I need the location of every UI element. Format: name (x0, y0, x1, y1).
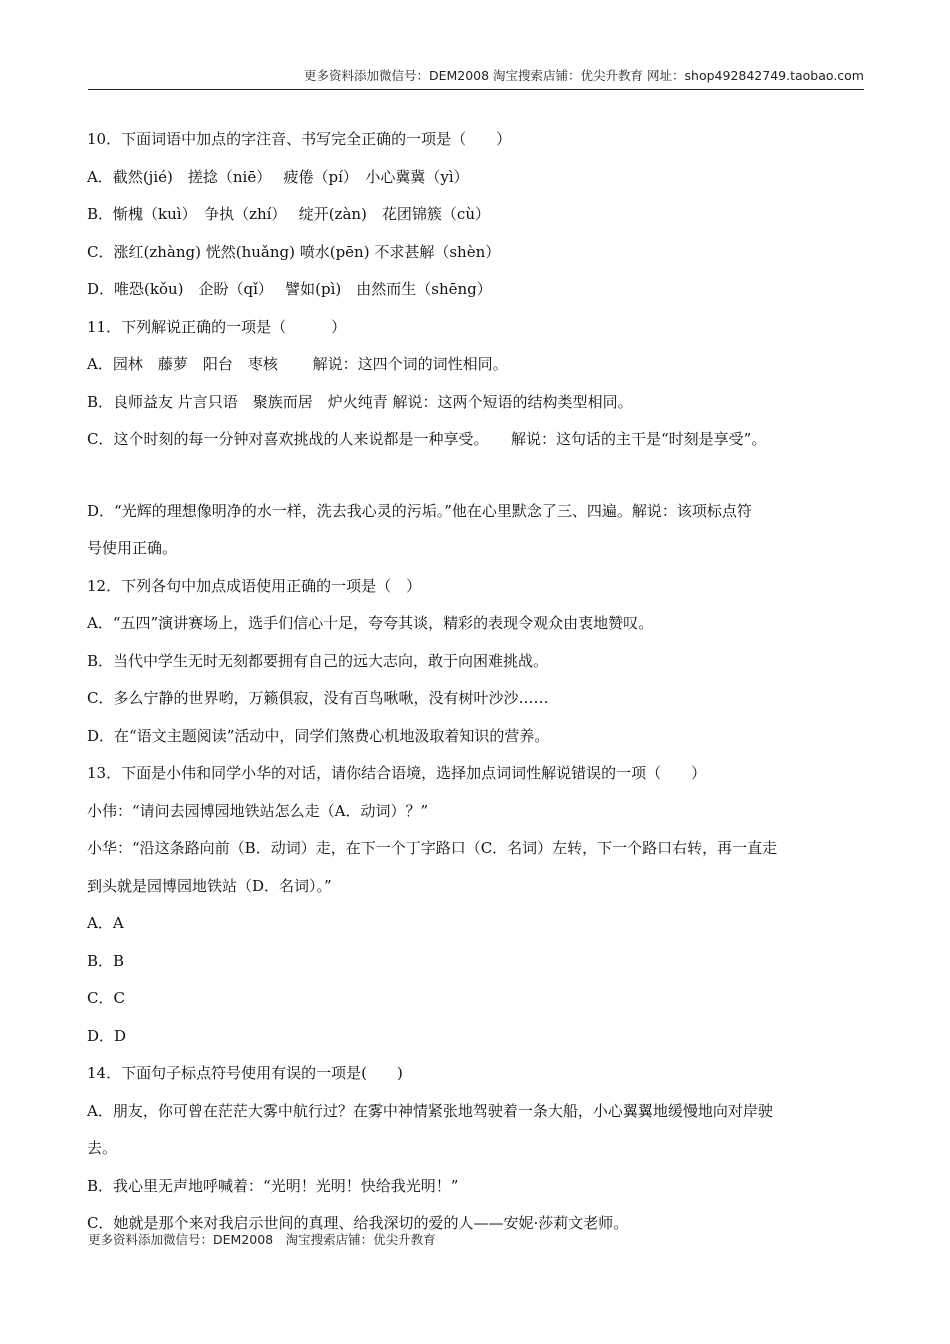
question-11: 11．下列解说正确的一项是（ ） (87, 317, 347, 336)
question-14: 14．下面句子标点符号使用有误的一项是( ) (87, 1064, 403, 1082)
question-11-option-a: A．园林 藤萝 阳台 枣核 解说：这四个词的词性相同。 (87, 355, 508, 373)
question-13-dialogue-1: 小伟：“请问去园博园地铁站怎么走（A．动词）？” (87, 801, 429, 820)
question-13-dialogue-3: 到头就是园博园地铁站（D．名词）。” (87, 876, 332, 895)
question-14-option-b: B．我心里无声地呼喊着：“光明！光明！快给我光明！” (87, 1176, 459, 1195)
page-header: 更多资料添加微信号：DEM2008 淘宝搜索店铺：优尖升教育 网址：shop492842749.taobao.com (88, 66, 864, 90)
question-11-option-b: B．良师益友 片言只语 聚族而居 炉火纯青 解说：这两个短语的结构类型相同。 (87, 392, 633, 411)
question-12-option-a: A．“五四”演讲赛场上，选手们信心十足，夸夸其谈，精彩的表现令观众由衷地赞叹。 (87, 614, 654, 632)
question-10-option-b: B．惭槐（kuì） 争执（zhí） 绽开(zàn) 花团锦簇（cù） (87, 205, 490, 223)
question-10-option-d: D．唯恐(kǒu) 企盼（qǐ） 譬如(pì) 由然而生（shēng） (87, 280, 492, 298)
question-10: 10．下面词语中加点的字注音、书写完全正确的一项是（ ） (87, 130, 512, 148)
question-11-option-d-line1: D．“光辉的理想像明净的水一样，洗去我心灵的污垢。”他在心里默念了三、四遍。解说：该项标点符 (87, 501, 752, 520)
question-11-option-c: C．这个时刻的每一分钟对喜欢挑战的人来说都是一种享受。 解说：这句话的主干是“时刻是享受”。 (87, 430, 767, 448)
question-12: 12．下列各句中加点成语使用正确的一项是（ ） (87, 576, 422, 595)
question-12-option-c: C．多么宁静的世界哟，万籁俱寂，没有百鸟啾啾，没有树叶沙沙…… (87, 689, 549, 707)
question-13-dialogue-2: 小华：“沿这条路向前（B．动词）走，在下一个丁字路口（C．名词）左转，下一个路口右转，再一直走 (87, 839, 778, 857)
question-13-option-a: A．A (87, 914, 124, 932)
question-13-option-b: B．B (87, 951, 125, 970)
question-13: 13．下面是小伟和同学小华的对话，请你结合语境，选择加点词词性解说错误的一项（ ） (87, 764, 707, 782)
question-10-option-a: A．截然(jié) 搓捻（niē） 疲倦（pí） 小心冀冀（yì） (87, 167, 469, 186)
question-13-option-c: C．C (87, 989, 125, 1007)
question-11-option-d-line2: 号使用正确。 (87, 539, 178, 557)
question-13-option-d: D．D (87, 1026, 127, 1045)
document-body (87, 126, 867, 1248)
question-10-option-c: C．涨红(zhàng) 恍然(huǎng) 喷水(pēn) 不求甚解（shèn） (87, 242, 501, 261)
paragraph-gap (87, 464, 867, 498)
page-footer: 更多资料添加微信号：DEM2008 淘宝搜索店铺：优尖升教育 (88, 1232, 436, 1247)
question-12-option-b: B．当代中学生无时无刻都要拥有自己的远大志向，敢于向困难挑战。 (87, 651, 549, 670)
question-14-option-a-line1: A．朋友，你可曾在茫茫大雾中航行过？在雾中神情紧张地驾驶着一条大船，小心翼翼地缓慢地向对岸驶 (87, 1101, 773, 1120)
question-14-option-c: C．她就是那个来对我启示世间的真理、给我深切的爱的人——安妮·莎莉文老师。 (87, 1214, 629, 1232)
question-12-option-d: D．在“语文主题阅读”活动中，同学们煞费心机地汲取着知识的营养。 (87, 726, 550, 745)
question-14-option-a-line2: 去。 (87, 1139, 118, 1157)
